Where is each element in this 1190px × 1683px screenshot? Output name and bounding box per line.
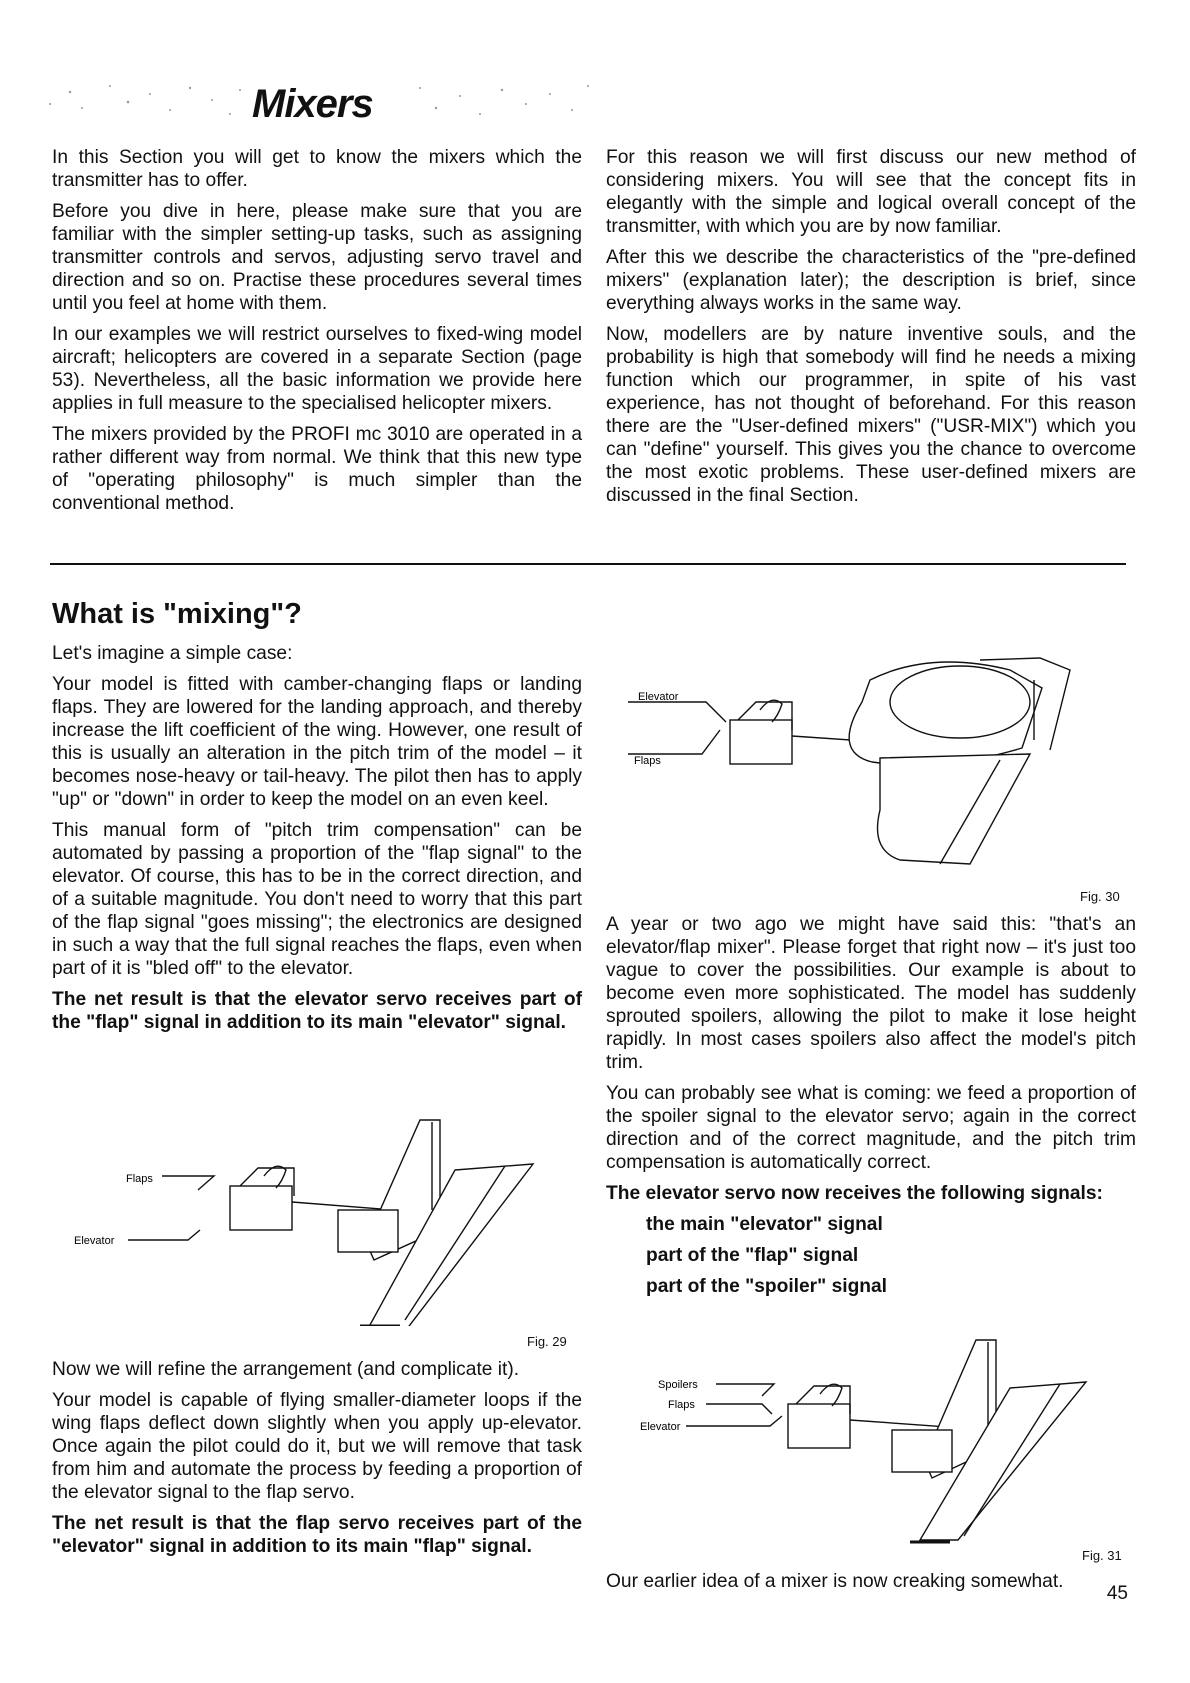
paragraph: Let's imagine a simple case: — [52, 643, 293, 664]
paragraph: Now, modellers are by nature inventive souls, and the probability is high that somebody will find he needs a mixing function which our programmer, in spite of his vast experience, has not thought of beforehand. For this reason there are the "User-defined mixers" ("USR-MIX") which you can "define" yourself. This gives you the chance to overcome the most exotic problems. These user-defined mixers are discussed in the final Section. — [606, 324, 1136, 506]
paragraph: In our examples we will restrict ourselves to fixed-wing model aircraft; helicopters are covered in a separate Section (page 53). Nevertheless, all the basic information we provide here applies in full measure to the specialised helicopter mixers. — [52, 324, 582, 414]
fig30-label-elevator: Elevator — [638, 691, 679, 703]
paragraph: For this reason we will first discuss our new method of considering mixers. You will see that the concept fits in elegantly with the simple and logical overall concept of the transmitter, with which you are by now familiar. — [606, 147, 1136, 237]
fig31-label-elevator: Elevator — [640, 1421, 681, 1433]
section-right-end — [606, 1570, 1136, 1601]
paragraph: A year or two ago we might have said this: "that's an elevator/flap mixer". Please forget that right now – it's just too vague to cover the possibilities. Our example is about to become even more sophisticated. The model has suddenly sprouted spoilers, allowing the pilot to make it lose height rapidly. In most cases spoilers also affect the model's pitch trim. — [606, 914, 1136, 1073]
paragraph: In this Section you will get to know the mixers which the transmitter has to offer. — [52, 147, 582, 191]
fig29-caption: Fig. 29 — [527, 1334, 567, 1349]
paragraph: Our earlier idea of a mixer is now creaking somewhat. — [606, 1571, 1064, 1592]
signal-item: the main "elevator" signal — [646, 1214, 883, 1235]
fig29-label-elevator: Elevator — [74, 1235, 115, 1247]
paragraph: This manual form of "pitch trim compensation" can be automated by passing a proportion of the "flap signal" to the elevator. Of course, this has to be in the correct direction, and of a suitable magnitude. You don't need to worry that this part of the flap signal "goes missing"; the electronics are designed in such a way that the full signal reaches the flaps, even when part of it is "bled off" to the elevator. — [52, 820, 582, 979]
figure-30 — [620, 640, 1130, 870]
bold-summary: The net result is that the flap servo receives part of the "elevator" signal in addition to its main "flap" signal. — [52, 1513, 582, 1557]
fig31-label-spoilers: Spoilers — [658, 1379, 698, 1391]
paragraph: Your model is capable of flying smaller-diameter loops if the wing flaps deflect down slightly when you apply up-elevator. Once again the pilot could do it, but we will remove that task from him and automate the process by feeding a proportion of the elevator signal to the flap servo. — [52, 1390, 582, 1503]
intro-right-column — [606, 146, 1136, 515]
fig31-caption: Fig. 31 — [1082, 1548, 1122, 1563]
page-number: 45 — [1106, 1583, 1128, 1604]
signal-item: part of the "spoiler" signal — [646, 1276, 888, 1297]
paragraph: Before you dive in here, please make sure that you are familiar with the simpler setting-up tasks, such as assigning transmitter controls and servos, adjusting servo travel and direction and so on. Practise these procedures several times until you feel at home with them. — [52, 201, 582, 314]
section-left-bottom — [52, 1358, 582, 1566]
figure-29 — [60, 1110, 580, 1326]
fig30-caption: Fig. 30 — [1080, 889, 1120, 904]
figure-31 — [640, 1334, 1120, 1544]
section-left-top — [52, 642, 582, 1042]
section-divider — [50, 563, 1126, 565]
section-heading: What is "mixing"? — [52, 598, 302, 630]
paragraph: Your model is fitted with camber-changing flaps or landing flaps. They are lowered for the landing approach, and thereby increase the lift coefficient of the wing. However, one result of this is usually an alteration in the pitch trim of the model – it becomes nose-heavy or tail-heavy. The pilot then has to apply "up" or "down" in order to keep the model on an even keel. — [52, 674, 582, 810]
fig30-diagram — [620, 640, 1130, 870]
paragraph: You can probably see what is coming: we feed a proportion of the spoiler signal to the elevator servo; again in the correct direction and of the correct magnitude, and the pitch trim compensation is automatically correct. — [606, 1083, 1136, 1173]
paragraph: Now we will refine the arrangement (and complicate it). — [52, 1359, 520, 1380]
fig31-label-flaps: Flaps — [668, 1399, 695, 1411]
fig31-diagram — [640, 1334, 1120, 1544]
section-right-middle — [606, 913, 1136, 1306]
paragraph: The mixers provided by the PROFI mc 3010 are operated in a rather different way from normal. We think that this new type of "operating philosophy" is much simpler than the conventional method. — [52, 424, 582, 514]
page-title: Mixers — [252, 82, 373, 126]
fig30-label-flaps: Flaps — [634, 755, 661, 767]
signal-item: part of the "flap" signal — [646, 1245, 859, 1266]
paragraph: After this we describe the characteristics of the "pre-defined mixers" (explanation later); the description is brief, since everything always works in the same way. — [606, 247, 1136, 314]
bold-summary: The elevator servo now receives the following signals: — [606, 1183, 1103, 1204]
fig29-diagram — [60, 1110, 580, 1326]
fig29-label-flaps: Flaps — [126, 1173, 153, 1185]
intro-left-column — [52, 146, 582, 523]
bold-summary: The net result is that the elevator servo receives part of the "flap" signal in addition to its main "elevator" signal. — [52, 989, 582, 1033]
